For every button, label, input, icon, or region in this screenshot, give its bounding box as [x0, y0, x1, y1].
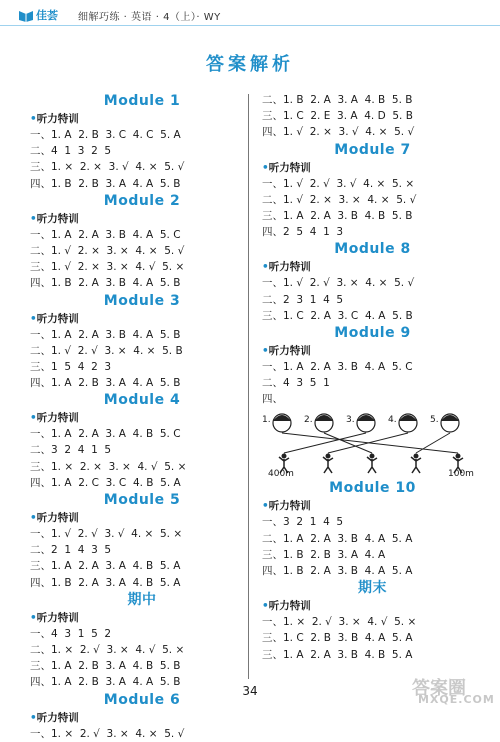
answer-line: 二、4 1 3 2 5 — [30, 145, 112, 158]
answer-line: 三、1. A 2. A 3. B 4. B 5. A — [262, 648, 413, 661]
section-heading-module-10: Module 10 — [329, 480, 416, 497]
answer-line: 二、2 1 4 3 5 — [30, 544, 112, 557]
athlete-icon — [367, 457, 377, 473]
answer-line: 一、4 3 1 5 2 — [30, 627, 112, 640]
matching-picture — [262, 409, 477, 479]
answer-line: 一、1. √ 2. √ 3. × 4. × 5. √ — [262, 277, 415, 290]
subsection-label: 听力特训 — [268, 500, 311, 513]
section-heading-module-7: Module 7 — [334, 141, 411, 158]
bullet-icon: • — [30, 512, 37, 524]
subsection-label: 听力特训 — [36, 312, 79, 325]
subsection-label: 听力特训 — [36, 512, 79, 524]
athlete-head-icon — [326, 454, 331, 459]
athlete-icon — [411, 457, 421, 473]
bullet-icon: • — [30, 711, 37, 724]
match-line — [328, 433, 408, 453]
answer-line: 四、1. A 2. C 3. C 4. B 5. A — [30, 476, 181, 489]
answer-line: 一、1. A 2. A 3. B 4. A 5. B — [30, 328, 181, 341]
book-logo-icon — [18, 8, 34, 22]
answer-line: 四、1. A 2. B 3. A 4. A 5. B — [30, 676, 181, 689]
bullet-icon: • — [30, 212, 37, 225]
answer-line: 一、1. A 2. A 3. B 4. A 5. C — [30, 228, 181, 241]
subsection-label: 听力特训 — [268, 344, 311, 357]
answer-line: 四、1. √ 2. × 3. √ 4. × 5. √ — [262, 126, 415, 139]
athlete-head-icon — [414, 454, 419, 459]
answer-line: 二、1. √ 2. × 3. × 4. × 5. √ — [262, 193, 417, 206]
answer-line: 三、1. A 2. B 3. A 4. B 5. B — [30, 660, 181, 673]
athlete-head-icon — [456, 454, 461, 459]
subsection-label: 听力特训 — [36, 711, 79, 724]
answer-line: 一、1. × 2. √ 3. × 4. √ 5. × — [262, 616, 417, 629]
athlete-head-icon — [370, 454, 375, 459]
answer-line: 三、1 5 4 2 3 — [30, 360, 112, 373]
answer-line: 二、2 3 1 4 5 — [262, 293, 344, 306]
section-heading-module-9: Module 9 — [334, 324, 411, 341]
section-heading-exam: 期中 — [127, 591, 157, 608]
subsection-label: 听力特训 — [36, 212, 79, 225]
header-rule — [0, 25, 500, 26]
answer-line: 一、3 2 1 4 5 — [262, 516, 344, 529]
subsection-heading — [30, 211, 240, 227]
section-heading-module-1: Module 1 — [103, 93, 181, 109]
answer-line: 二、4 3 5 1 — [262, 377, 330, 390]
brand-name: 佳荟 — [36, 9, 58, 22]
section-heading-module-6: Module 6 — [103, 691, 181, 708]
answer-line: 四、1. B 2. A 3. B 4. A 5. B — [30, 277, 181, 290]
bullet-icon: • — [262, 261, 269, 274]
bullet-icon: • — [262, 344, 269, 357]
athlete-head-icon — [282, 454, 287, 459]
subsection-label: 听力特训 — [36, 113, 79, 125]
subsection-heading — [30, 410, 240, 426]
match-line — [284, 433, 366, 453]
bullet-icon: • — [30, 113, 37, 125]
answer-line: 三、1. × 2. × 3. × 4. √ 5. × — [30, 460, 187, 473]
answer-line: 三、1. √ 2. × 3. × 4. √ 5. × — [30, 261, 185, 274]
bullet-icon: • — [262, 600, 269, 613]
bullet-icon: • — [30, 312, 37, 325]
picture-label: 2. — [304, 415, 313, 426]
answer-line: 三、1. C 2. A 3. C 4. A 5. B — [262, 309, 413, 322]
subsection-label: 听力特训 — [268, 161, 311, 174]
answer-line: 三、1. C 2. E 3. A 4. D 5. B — [262, 110, 413, 123]
section-heading-module-8: Module 8 — [334, 241, 411, 258]
page-title: 答案解析 — [206, 54, 294, 75]
answer-line: 一、1. A 2. A 3. A 4. B 5. C — [30, 428, 181, 441]
subsection-heading — [30, 111, 240, 127]
watermark-logo — [412, 674, 494, 708]
left-column — [30, 92, 240, 742]
answer-line: 二、1. √ 2. × 3. × 4. × 5. √ — [30, 244, 185, 257]
subsection-heading — [262, 598, 477, 614]
section-heading-module-4: Module 4 — [103, 392, 181, 409]
subsection-heading — [262, 498, 477, 514]
answer-line: 三、1. × 2. × 3. √ 4. × 5. √ — [30, 161, 185, 174]
subsection-heading — [30, 311, 240, 327]
watermark-text: 答案圈 — [412, 678, 466, 699]
subsection-heading — [262, 259, 477, 275]
answer-line: 三、1. B 2. B 3. A 4. A — [262, 548, 386, 561]
answer-line: 二、1. A 2. A 3. B 4. A 5. A — [262, 532, 413, 545]
answer-line: 三、1. C 2. B 3. B 4. A 5. A — [262, 632, 413, 645]
answer-line: 四、1. B 2. A 3. B 4. A 5. A — [262, 565, 413, 577]
section-heading-module-5: Module 5 — [103, 492, 181, 508]
answer-line: 一、1. A 2. B 3. C 4. C 5. A — [30, 129, 181, 141]
answer-line: 四、1. B 2. B 3. A 4. A 5. B — [30, 177, 181, 190]
picture-caption: 400m — [268, 469, 294, 480]
picture-label: 5. — [430, 415, 439, 426]
right-column — [262, 92, 477, 663]
column-divider — [248, 94, 249, 679]
answer-line: 一、1. × 2. √ 3. × 4. × 5. √ — [30, 727, 185, 740]
section-heading-exam: 期末 — [358, 580, 387, 597]
answer-line: 一、1. A 2. A 3. B 4. A 5. C — [262, 360, 413, 373]
page-number: 34 — [242, 684, 258, 698]
section-heading-module-2: Module 2 — [103, 192, 181, 209]
subsection-label: 听力特训 — [36, 611, 79, 624]
answer-line: 四、 — [262, 393, 283, 406]
answer-line: 一、1. √ 2. √ 3. √ 4. × 5. × — [262, 177, 415, 190]
section-heading-module-3: Module 3 — [103, 292, 181, 309]
answer-line: 二、3 2 4 1 5 — [30, 444, 112, 457]
picture-label: 4. — [388, 415, 397, 426]
answer-line: 二、1. B 2. A 3. A 4. B 5. B — [262, 94, 413, 106]
answer-line: 三、1. A 2. A 3. A 4. B 5. A — [30, 560, 181, 573]
answer-line: 二、1. √ 2. √ 3. × 4. × 5. B — [30, 344, 183, 357]
page-header — [0, 0, 500, 30]
subsection-label: 听力特训 — [268, 261, 311, 274]
athlete-icon — [323, 457, 333, 473]
answer-line: 四、1. A 2. B 3. A 4. A 5. B — [30, 377, 181, 390]
bullet-icon: • — [30, 611, 37, 624]
answer-line: 一、1. √ 2. √ 3. √ 4. × 5. × — [30, 528, 183, 540]
picture-caption: 100m — [448, 469, 474, 480]
bullet-icon: • — [30, 412, 37, 425]
subsection-label: 听力特训 — [268, 600, 311, 613]
subsection-heading — [30, 510, 240, 526]
series-title: 细解巧练 · 英语 · 4（上）· WY — [78, 12, 221, 23]
answer-line: 四、1. B 2. A 3. A 4. B 5. A — [30, 576, 181, 589]
watermark-url: MXQE.COM — [418, 693, 495, 706]
picture-label: 1. — [262, 415, 271, 426]
subsection-heading — [30, 610, 240, 626]
bullet-icon: • — [262, 161, 269, 174]
subsection-heading — [262, 160, 477, 176]
answer-line: 三、1. A 2. A 3. B 4. B 5. B — [262, 209, 413, 222]
bullet-icon: • — [262, 500, 269, 513]
subsection-label: 听力特训 — [36, 412, 79, 425]
match-line — [324, 433, 372, 453]
answer-line: 四、2 5 4 1 3 — [262, 226, 344, 239]
answer-line: 二、1. × 2. √ 3. × 4. √ 5. × — [30, 643, 185, 656]
picture-label: 3. — [346, 415, 355, 426]
subsection-heading — [262, 343, 477, 359]
